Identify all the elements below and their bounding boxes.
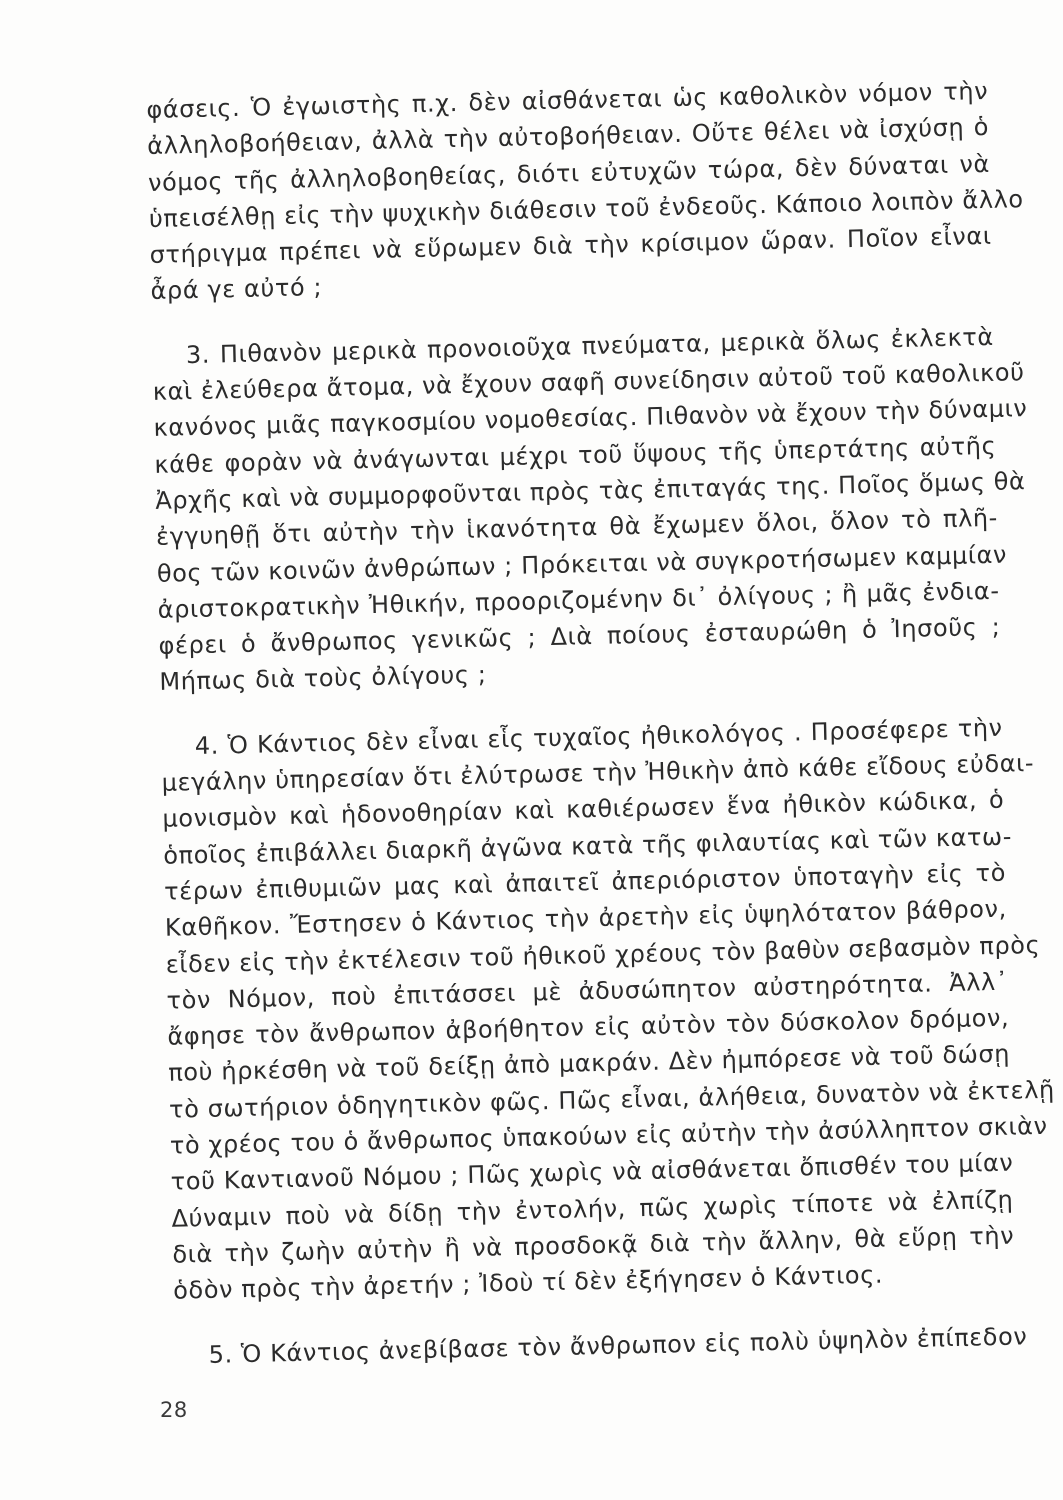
text-line: ἀλληλοβοήθειαν, ἀλλὰ τὴν αὐτοβοήθειαν. Οὔτε θέλει νὰ ἰσχύσῃ ὁ	[146, 113, 990, 161]
text-line: 3. Πιθανὸν μερικὰ προνοιοῦχα πνεύματα, μερικὰ ὅλως ἐκλεκτὰ	[185, 322, 995, 369]
text-line: ἐγγυηθῇ ὅτι αὐτὴν τὴν ἱκανότητα θὰ ἔχωμεν ὅλοι, ὅλον τὸ πλῆ-	[155, 504, 999, 552]
text-line: τοῦ Καντιανοῦ Νόμου ; Πῶς χωρὶς νὰ αἰσθάνεται ὄπισθέν του μίαν	[170, 1148, 1014, 1197]
page-text	[146, 73, 1056, 1374]
text-line: φέρει ὁ ἄνθρωπος γενικῶς ; Διὰ ποίους ἐσταυρώθη ὁ Ἰησοῦς ;	[158, 612, 1001, 661]
text-line: τὸ σωτήριον ὁδηγητικὸν φῶς. Πῶς εἶναι, ἀλήθεια, δυνατὸν νὰ ἐκτελῇ	[168, 1075, 1056, 1124]
text-line: Καθῆκον. Ἔστησεν ὁ Κάντιος τὴν ἀρετὴν εἰς ὑψηλότατον βάθρον,	[164, 894, 1008, 943]
text-line: Μήπως διὰ τοὺς ὀλίγους ;	[159, 660, 487, 697]
text-line: στήριγμα πρέπει νὰ εὕρωμεν διὰ τὴν κρίσιμον ὥραν. Ποῖον εἶναι	[149, 222, 992, 270]
text-line: εἶδεν εἰς τὴν ἐκτέλεσιν τοῦ ἠθικοῦ χρέους τὸν βαθὺν σεβασμὸν πρὸς	[165, 930, 1041, 979]
paragraph-4	[160, 709, 1056, 1309]
text-line: ἆρά γε αὐτό ;	[150, 273, 323, 306]
text-line: διὰ τὴν ζωὴν αὐτὴν ἢ νὰ προσδοκᾷ διὰ τὴν ἄλλην, θὰ εὕρῃ τὴν	[172, 1221, 1015, 1269]
text-line: Ἀρχῆς καὶ νὰ συμμορφοῦνται πρὸς τὰς ἐπιταγάς της. Ποῖος ὅμως θὰ	[154, 467, 1026, 515]
paragraph-1	[146, 73, 1024, 310]
text-line: καὶ ἐλεύθερα ἄτομα, νὰ ἔχουν σαφῆ συνείδησιν αὐτοῦ τοῦ καθολικοῦ	[152, 358, 1025, 406]
text-line: μονισμὸν καὶ ἡδονοθηρίαν καὶ καθιέρωσεν ἕνα ἠθικὸν κώδικα, ὁ	[162, 786, 1005, 834]
text-line: ἀριστοκρατικὴν Ἠθικήν, προοριζομένην δι᾽ ὀλίγους ; ἢ μᾶς ἐνδια-	[157, 576, 1000, 624]
text-line: φάσεις. Ὁ ἐγωιστὴς π.χ. δὲν αἰσθάνεται ὡς καθολικὸν νόμον τὴν	[146, 76, 989, 124]
text-line: ἄφησε τὸν ἄνθρωπον ἀβοήθητον εἰς αὐτὸν τὸν δύσκολον δρόμον,	[167, 1003, 1010, 1051]
paragraph-3	[152, 319, 1028, 701]
text-line: νόμος τῆς ἀλληλοβοηθείας, διότι εὐτυχῶν τώρα, δὲν δύναται νὰ	[147, 149, 991, 197]
text-line: ὁποῖος ἐπιβάλλει διαρκῆ ἀγῶνα κατὰ τῆς φιλαυτίας καὶ τῶν κατω-	[163, 822, 1013, 870]
text-line: τὸν Νόμον, ποὺ ἐπιτάσσει μὲ ἀδυσώπητον αὐστηρότητα. Ἀλλ᾽	[166, 967, 1009, 1015]
text-line: μεγάλην ὑπηρεσίαν ὅτι ἐλύτρωσε τὴν Ἠθικὴν ἀπὸ κάθε εἴδους εὐδαι-	[161, 749, 1035, 797]
text-line: ὁδὸν πρὸς τὴν ἀρετήν ; Ἰδοὺ τί δὲν ἐξήγησεν ὁ Κάντιος.	[172, 1260, 884, 1305]
text-line: θος τῶν κοινῶν ἀνθρώπων ; Πρόκειται νὰ συγκροτήσωμεν καμμίαν	[156, 540, 1008, 588]
text-line: τὸ χρέος του ὁ ἄνθρωπος ὑπακούων εἰς αὐτὴν τὴν ἀσύλληπτον σκιὰν	[169, 1111, 1048, 1160]
page-number: 28	[160, 1398, 188, 1422]
text-line: ποὺ ἠρκέσθη νὰ τοῦ δείξῃ ἀπὸ μακράν. Δὲν ἠμπόρεσε νὰ τοῦ δώσῃ	[167, 1040, 1011, 1088]
text-line: κάθε φορὰν νὰ ἀνάγωνται μέχρι τοῦ ὕψους τῆς ὑπερτάτης αὐτῆς	[154, 431, 997, 479]
text-line: 4. Ὁ Κάντιος δὲν εἶναι εἷς τυχαῖος ἠθικολόγος . Προσέφερε τὴν	[194, 713, 1003, 760]
text-line: ὑπεισέλθῃ εἰς τὴν ψυχικὴν διάθεσιν τοῦ ἐνδεοῦς. Κάποιο λοιπὸν ἄλλο	[148, 185, 1024, 233]
text-line: Δύναμιν ποὺ νὰ δίδῃ τὴν ἐντολήν, πῶς χωρὶς τίποτε νὰ ἐλπίζῃ	[171, 1185, 1014, 1233]
text-line: 5. Ὁ Κάντιος ἀνεβίβασε τὸν ἄνθρωπον εἰς πολὺ ὑψηλὸν ἐπίπεδον	[208, 1321, 1028, 1369]
text-line: τέρων ἐπιθυμιῶν μας καὶ ἀπαιτεῖ ἀπεριόριστον ὑποταγὴν εἰς τὸ	[163, 858, 1007, 906]
text-line: κανόνος μιᾶς παγκοσμίου νομοθεσίας. Πιθανὸν νὰ ἔχουν τὴν δύναμιν	[153, 394, 1028, 443]
